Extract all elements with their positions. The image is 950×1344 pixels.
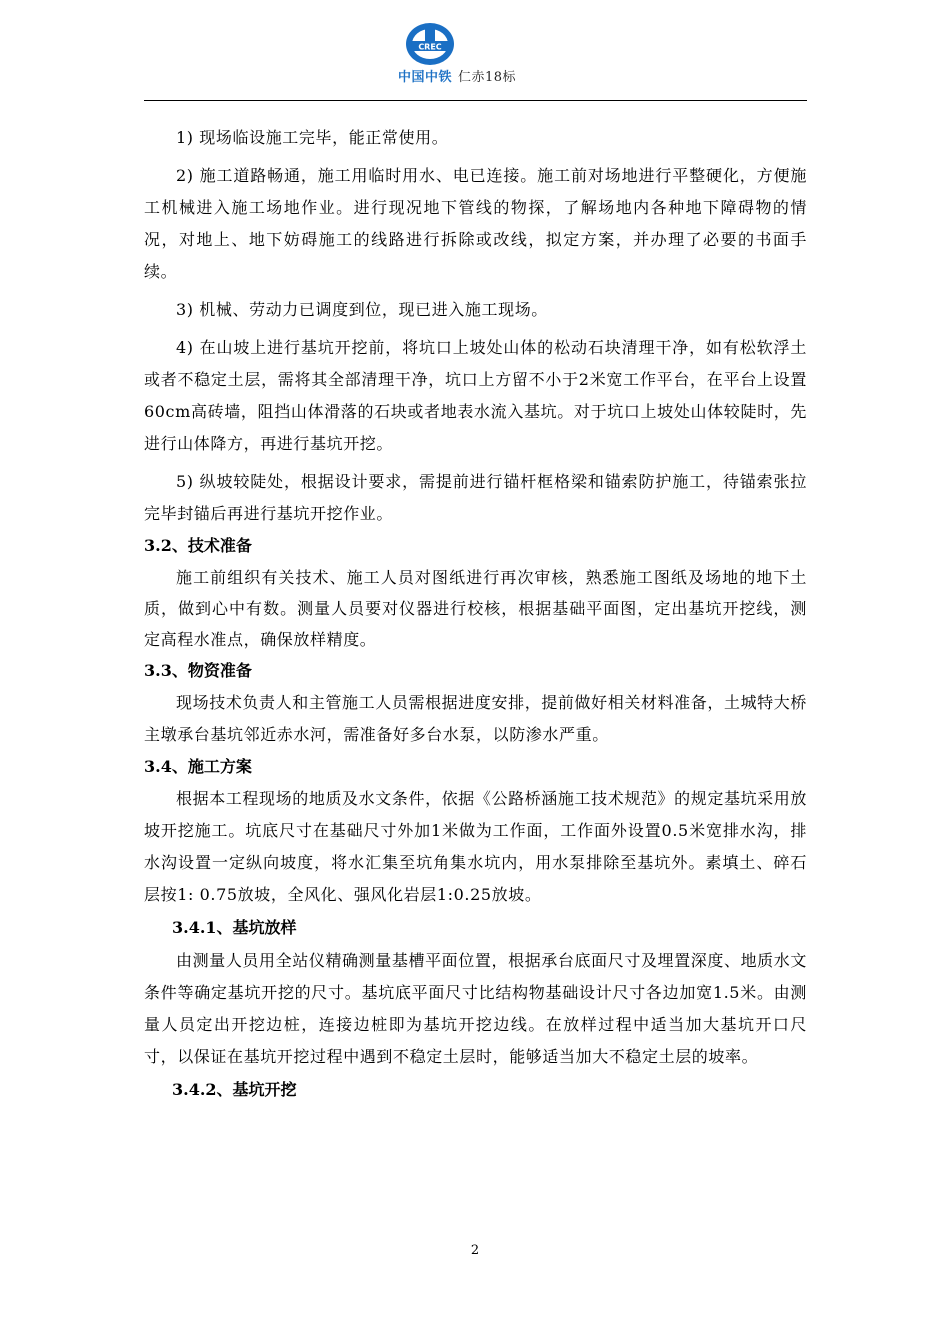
section-title-3-4-2: 3.4.2、基坑开挖 [172,1080,297,1099]
logo-caption [398,66,516,85]
paragraph-item-2: 2) 施工道路畅通，施工用临时用水、电已连接。施工前对场地进行平整硬化，方便施工机械进入施工场地作业。进行现况地下管线的物探，了解场地内各种地下障碍物的情况，对地上、地下妨碍施工的线路进行拆除或改线，拟定方案，并办理了必要的书面手续。 [144,166,807,281]
section-text-3-3: 现场技术负责人和主管施工人员需根据进度安排，提前做好相关材料准备，土城特大桥主墩承台基坑邻近赤水河，需准备好多台水泵，以防渗水严重。 [144,693,807,744]
page-number: 2 [470,1243,480,1258]
paragraph-item-3: 3) 机械、劳动力已调度到位，现已进入施工现场。 [176,300,548,319]
logo-subtitle: 仁赤18标 [458,70,517,85]
paragraph-item-5: 5) 纵坡较陡处，根据设计要求，需提前进行锚杆框格梁和锚索防护施工，待锚索张拉完毕封锚后再进行基坑开挖作业。 [144,472,807,523]
document-body [144,122,807,1107]
header-divider [144,100,807,101]
logo-emblem-text: CREC [418,42,442,52]
section-title-3-4-1: 3.4.1、基坑放样 [172,918,297,937]
page-header [0,0,950,104]
paragraph-item-1: 1) 现场临设施工完毕，能正常使用。 [176,128,449,147]
section-text-3-4-1: 由测量人员用全站仪精确测量基槽平面位置，根据承台底面尺寸及埋置深度、地质水文条件等确定基坑开挖的尺寸。基坑底平面尺寸比结构物基础设计尺寸各边加宽1.5米。由测量人员定出开挖边桩，连接边桩即为基坑开挖边线。在放样过程中适当加大基坑开口尺寸，以保证在基坑开挖过程中遇到不稳定土层时，能够适当加大不稳定土层的坡率。 [144,951,807,1066]
paragraph-item-4: 4) 在山坡上进行基坑开挖前，将坑口上坡处山体的松动石块清理干净，如有松软浮土或者不稳定土层，需将其全部清理干净，坑口上方留不小于2米宽工作平台，在平台上设置60cm高砖墙，阻挡山体滑落的石块或者地表水流入基坑。对于坑口上坡处山体较陡时，先进行山体降方，再进行基坑开挖。 [144,338,807,453]
logo-brand: 中国中铁 [398,70,453,85]
section-title-3-4: 3.4、施工方案 [144,757,252,776]
section-text-3-4: 根据本工程现场的地质及水文条件，依据《公路桥涵施工技术规范》的规定基坑采用放坡开挖施工。坑底尺寸在基础尺寸外加1米做为工作面，工作面外设置0.5米宽排水沟，排水沟设置一定纵向坡度，将水汇集至坑角集水坑内，用水泵排除至基坑外。素填土、碎石层按1: 0.75放坡，全风化、强风化岩层1:0.25放坡。 [144,789,807,904]
crec-logo-icon [405,22,455,66]
section-text-3-2: 施工前组织有关技术、施工人员对图纸进行再次审核，熟悉施工图纸及场地的地下土质，做到心中有数。测量人员要对仪器进行校核，根据基础平面图，定出基坑开挖线，测定高程水准点，确保放样精度。 [144,568,807,649]
section-title-3-2: 3.2、技术准备 [144,536,252,555]
section-title-3-3: 3.3、物资准备 [144,661,252,680]
